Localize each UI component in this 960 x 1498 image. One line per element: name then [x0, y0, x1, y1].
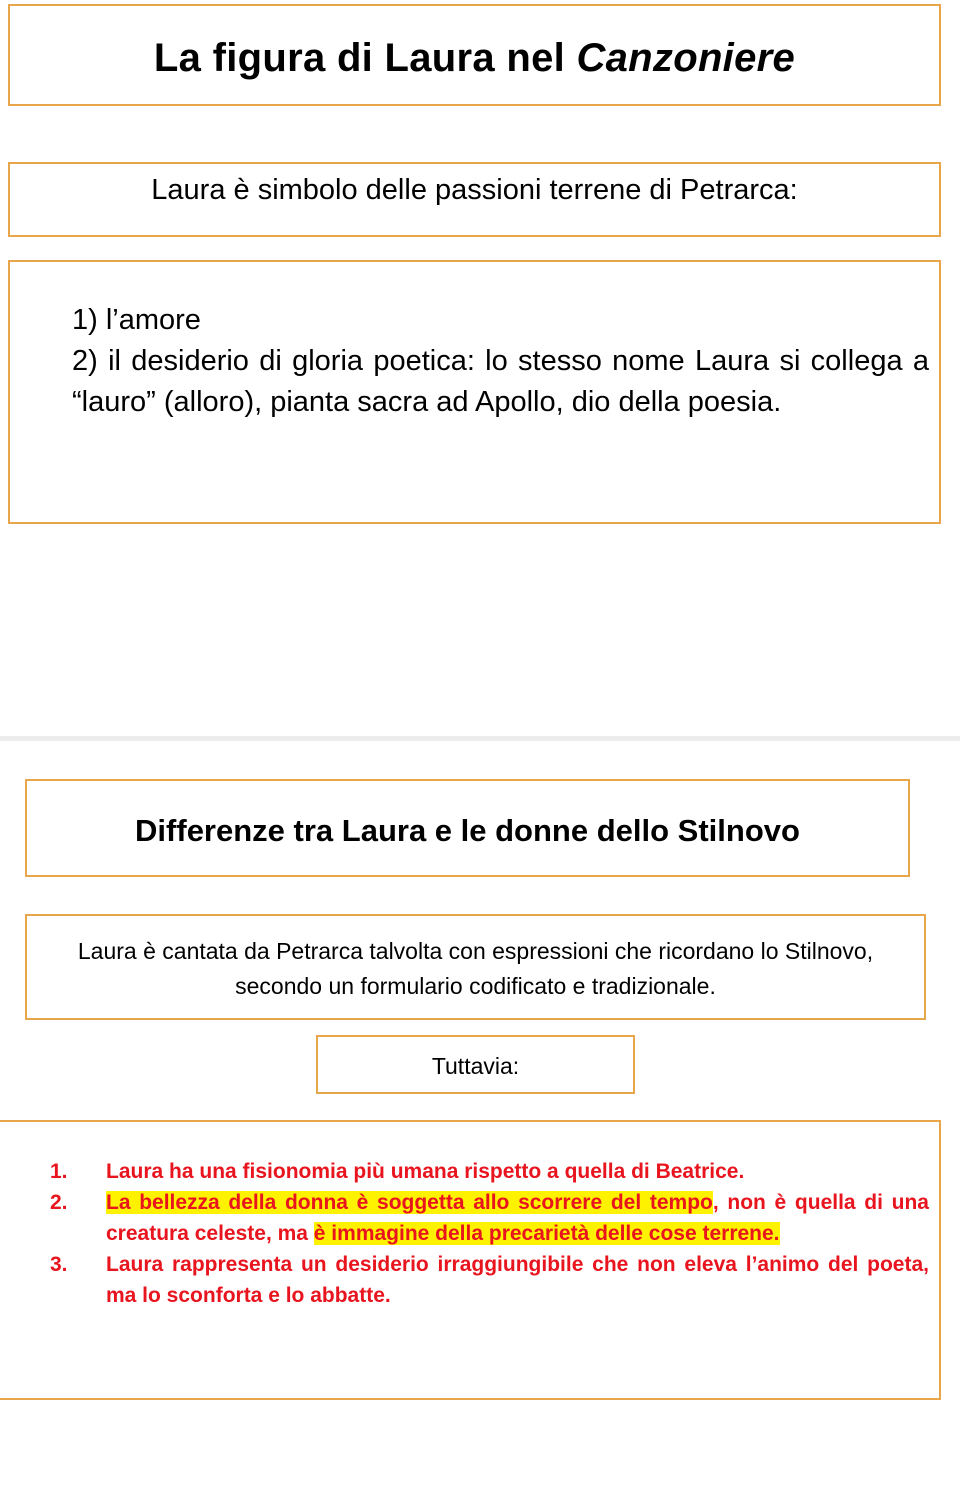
title-italic-work: Canzoniere — [576, 36, 796, 80]
highlighted-text: La bellezza della donna è soggetta allo scorrere del tempo — [106, 1191, 713, 1214]
item-text: , non è quella di una creatura celeste, ma — [106, 1191, 929, 1245]
list-item: 1) l’amore — [72, 304, 201, 336]
passions-list — [72, 300, 929, 423]
list-item — [50, 1249, 929, 1311]
item-number: 3. — [50, 1253, 68, 1276]
differences-title: Differenze tra Laura e le donne dello Stilnovo — [135, 813, 800, 848]
list-item — [50, 1156, 929, 1187]
subtitle-box — [8, 162, 941, 237]
stilnovo-text: Laura è cantata da Petrarca talvolta con espressioni che ricordano lo Stilnovo, secondo un formulario codificato e tradizionale. — [77, 938, 874, 999]
page-title — [10, 36, 939, 81]
stilnovo-box — [25, 914, 926, 1020]
highlighted-text: è immagine della precarietà delle cose terrene. — [313, 1222, 780, 1245]
however-label: Tuttavia: — [431, 1053, 520, 1079]
item-number: 2. — [50, 1191, 68, 1214]
title-box — [8, 4, 941, 106]
item-text: Laura rappresenta un desiderio irraggiungibile che non eleva l’animo del poeta, ma lo sconforta e lo abbatte. — [106, 1253, 929, 1307]
list-item — [50, 1187, 929, 1249]
subtitle: Laura è simbolo delle passioni terrene di Petrarca: — [151, 174, 798, 206]
differences-title-box — [25, 779, 910, 877]
slide-divider — [0, 736, 960, 741]
list-item: 2) il desiderio di gloria poetica: lo stesso nome Laura si collega a “lauro” (alloro), pianta sacra ad Apollo, dio della poesia. — [72, 345, 929, 418]
item-text: Laura ha una fisionomia più umana rispetto a quella di Beatrice. — [106, 1160, 745, 1183]
however-box — [316, 1035, 635, 1094]
title-prefix: La figura di Laura nel — [153, 36, 577, 80]
points-box — [0, 1120, 941, 1400]
item-number: 1. — [50, 1160, 68, 1183]
points-list — [50, 1156, 929, 1311]
passions-list-box — [8, 260, 941, 524]
